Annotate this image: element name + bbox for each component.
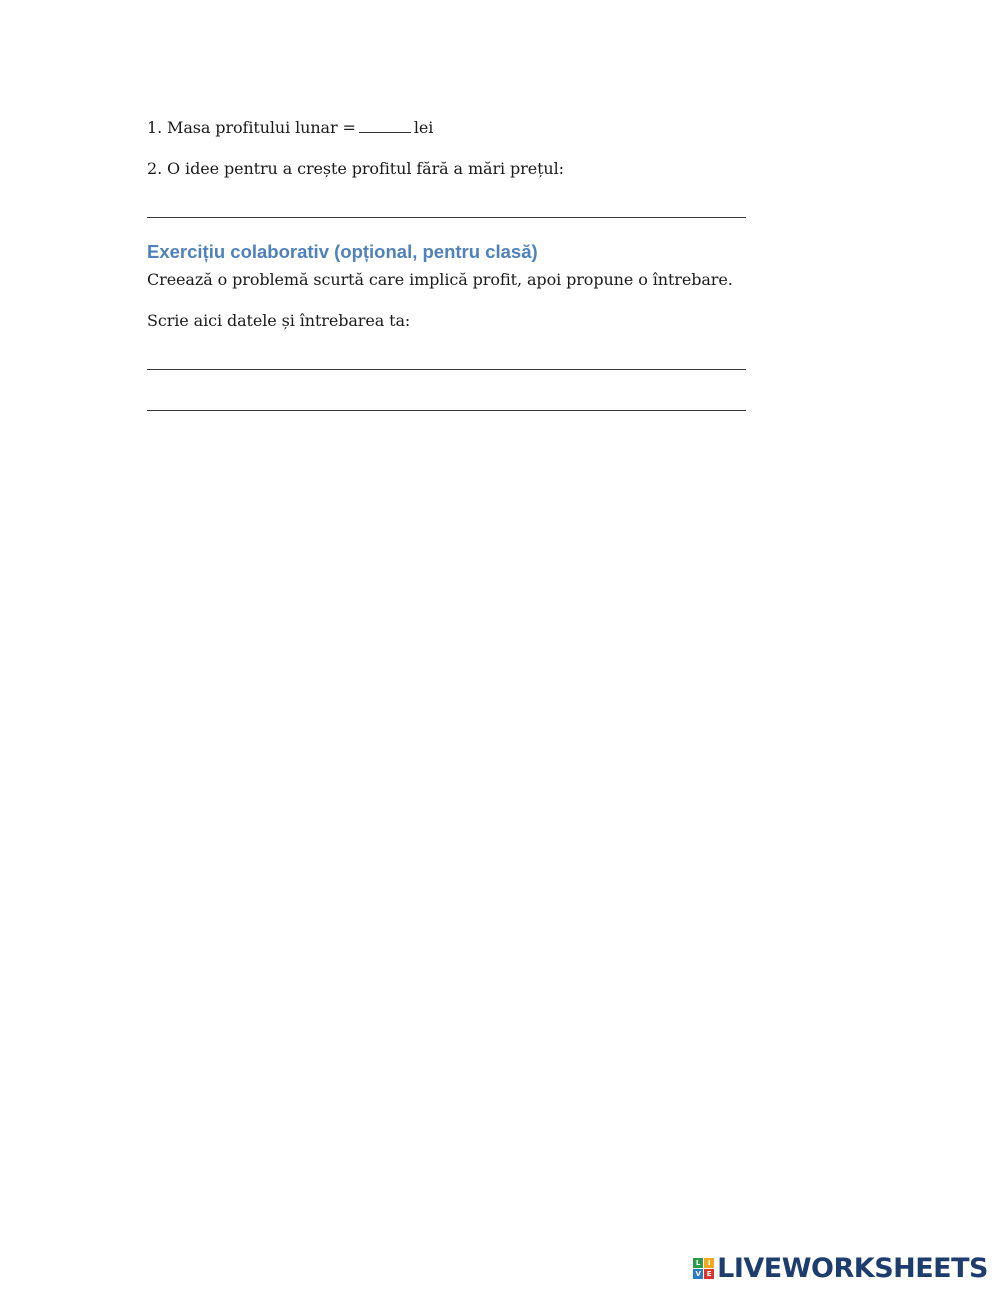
brand-name: LIVEWORKSHEETS <box>717 1253 988 1284</box>
answer-line-q2[interactable] <box>147 217 746 218</box>
question-1 <box>147 118 433 137</box>
logo-letter: I <box>704 1258 714 1268</box>
section-instruction: Creează o problemă scurtă care implică profit, apoi propune o întrebare. <box>147 270 733 289</box>
question-1-suffix: lei <box>413 118 434 137</box>
answer-line-1[interactable] <box>147 369 746 370</box>
question-1-blank[interactable] <box>359 120 411 133</box>
logo-letter: L <box>693 1258 703 1268</box>
logo-letter: E <box>704 1269 714 1279</box>
logo-letter: V <box>693 1269 703 1279</box>
liveworksheets-logo <box>693 1253 988 1284</box>
question-2: 2. O idee pentru a crește profitul fără a mări prețul: <box>147 159 564 178</box>
question-1-prefix: 1. Masa profitului lunar = <box>147 118 356 137</box>
section-heading: Exercițiu colaborativ (opțional, pentru clasă) <box>147 241 538 262</box>
brand-logo-icon <box>693 1258 714 1279</box>
answer-line-2[interactable] <box>147 410 746 411</box>
section-prompt: Scrie aici datele și întrebarea ta: <box>147 311 411 330</box>
